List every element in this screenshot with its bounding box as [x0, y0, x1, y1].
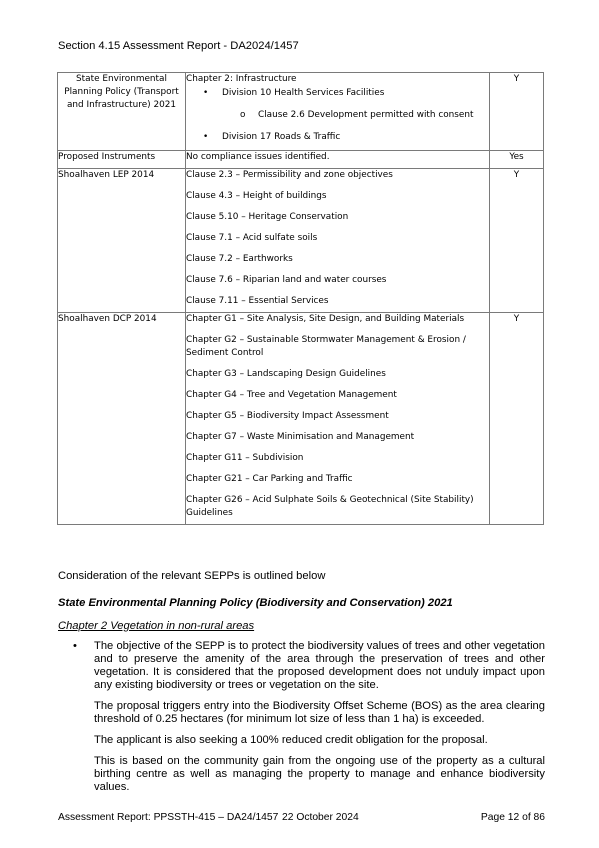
- footer-page-number: Page 12 of 86: [480, 812, 545, 823]
- paragraph: The proposal triggers entry into the Biodiversity Offset Scheme (BOS) as the area clearing threshold of 0.25 hectares (for minimum lot size of less than 1 ha) is exceeded.: [94, 700, 545, 725]
- list-item: Chapter G7 – Waste Minimisation and Management: [186, 432, 415, 442]
- page-header: Section 4.15 Assessment Report - DA2024/1457: [58, 40, 299, 52]
- list-item: Clause 7.1 – Acid sulfate soils: [186, 233, 318, 243]
- bullet-list: [58, 640, 545, 802]
- list-item: Chapter G1 – Site Analysis, Site Design, and Building Materials: [186, 314, 465, 324]
- section-subheading: Chapter 2 Vegetation in non-rural areas: [58, 620, 255, 632]
- list-item: • Division 10 Health Services Facilities: [203, 88, 385, 98]
- compliance-cell: Yes: [490, 151, 544, 169]
- list-item: o Clause 2.6 Development permitted with consent: [240, 110, 474, 120]
- compliance-cell: Y: [490, 169, 544, 313]
- list-item: Chapter G11 – Subdivision: [186, 453, 304, 463]
- instrument-cell: Shoalhaven DCP 2014: [58, 313, 186, 525]
- circle-bullet-icon: o: [240, 110, 246, 120]
- provision-heading: Chapter 2: Infrastructure: [186, 74, 297, 84]
- compliance-cell: Y: [490, 73, 544, 151]
- list-item: Clause 5.10 – Heritage Conservation: [186, 212, 349, 222]
- bullet-icon: •: [203, 132, 209, 142]
- provisions-cell: [186, 169, 490, 313]
- bullet-icon: •: [73, 640, 77, 652]
- table-row: [58, 169, 544, 313]
- list-item: Chapter G2 – Sustainable Stormwater Management & Erosion / Sediment Control: [186, 335, 466, 358]
- list-item: Chapter G21 – Car Parking and Traffic: [186, 474, 353, 484]
- list-item: Clause 7.11 – Essential Services: [186, 296, 329, 306]
- list-item: Clause 4.3 – Height of buildings: [186, 191, 327, 201]
- instrument-cell: Proposed Instruments: [58, 151, 186, 169]
- paragraph: The objective of the SEPP is to protect the biodiversity values of trees and other vegetation and to preserve the amenity of the area through the preservation of trees and other vegetation. It is considered that the proposed development does not unduly impact upon any existing biodiversity or trees or vegetation on the site.: [94, 640, 545, 691]
- bullet-icon: •: [203, 88, 209, 98]
- list-item: Chapter G3 – Landscaping Design Guidelines: [186, 369, 386, 379]
- paragraph: This is based on the community gain from the ongoing use of the property as a cultural birthing centre as well as managing the property to manage and enhance biodiversity values.: [94, 755, 545, 793]
- list-item: Clause 7.6 – Riparian land and water courses: [186, 275, 387, 285]
- list-item: • Division 17 Roads & Traffic: [203, 132, 341, 142]
- intro-text: Consideration of the relevant SEPPs is outlined below: [58, 570, 326, 582]
- table-row: [58, 313, 544, 525]
- provisions-cell: [186, 313, 490, 525]
- paragraph: The applicant is also seeking a 100% reduced credit obligation for the proposal.: [94, 734, 488, 746]
- provisions-cell: No compliance issues identified.: [186, 151, 490, 169]
- compliance-table: [57, 72, 544, 525]
- section-heading: State Environmental Planning Policy (Biodiversity and Conservation) 2021: [58, 597, 453, 609]
- table-row: [58, 151, 544, 169]
- provisions-cell: [186, 73, 490, 151]
- list-item: Clause 2.3 – Permissibility and zone objectives: [186, 170, 393, 180]
- instrument-cell: State Environmental Planning Policy (Transport and Infrastructure) 2021: [58, 73, 186, 151]
- list-item: Chapter G26 – Acid Sulphate Soils & Geotechnical (Site Stability) Guidelines: [186, 495, 474, 518]
- footer-report-id: Assessment Report: PPSSTH-415 – DA24/1457: [58, 812, 279, 823]
- list-item: Chapter G4 – Tree and Vegetation Management: [186, 390, 397, 400]
- table-row: [58, 73, 544, 151]
- instrument-cell: Shoalhaven LEP 2014: [58, 169, 186, 313]
- list-item: Clause 7.2 – Earthworks: [186, 254, 293, 264]
- footer-date: 22 October 2024: [282, 812, 359, 823]
- list-item: Chapter G5 – Biodiversity Impact Assessment: [186, 411, 389, 421]
- compliance-cell: Y: [490, 313, 544, 525]
